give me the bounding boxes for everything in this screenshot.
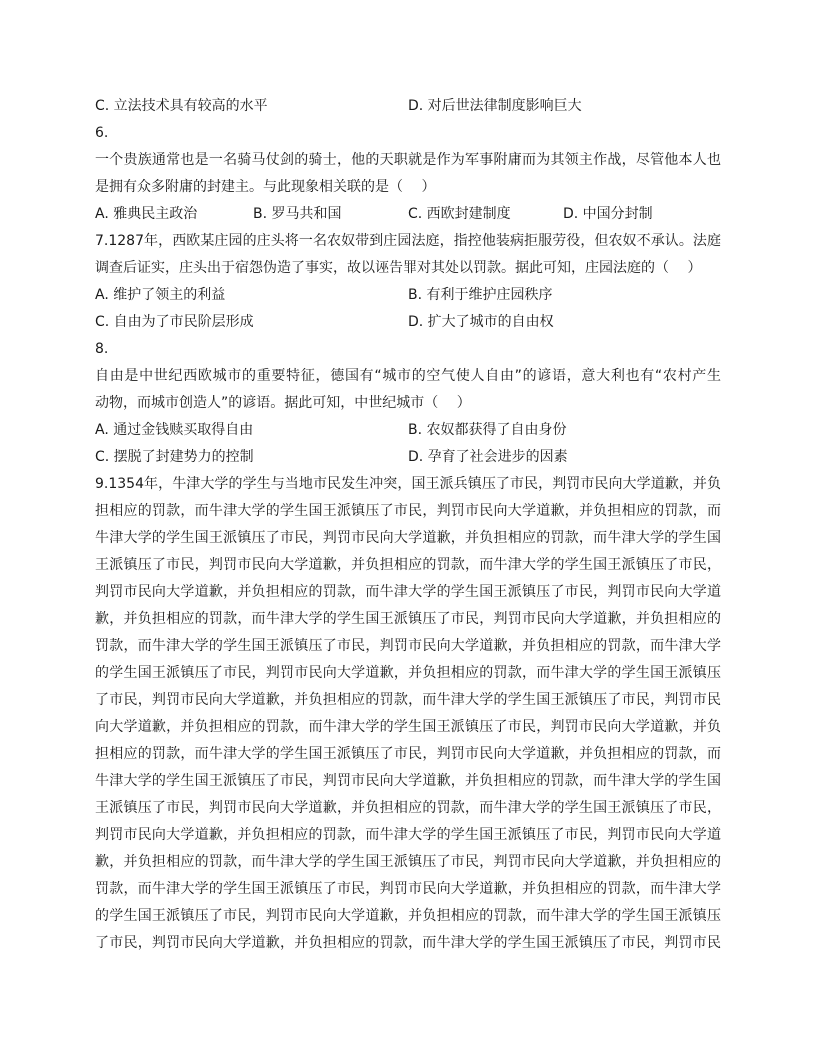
q9-line: 的学生国王派镇压了市民，判罚市民向大学道歉，并负担相应的罚款，而牛津大学的学生国王派镇压 bbox=[95, 908, 721, 924]
q5-option-d: D. 对后世法律制度影响巨大 bbox=[408, 98, 582, 114]
q5-option-c: C. 立法技术具有较高的水平 bbox=[95, 98, 268, 114]
q6-number: 6. bbox=[95, 125, 109, 141]
q6-option-d: D. 中国分封制 bbox=[563, 206, 653, 222]
q9-line: 9.1354年，牛津大学的学生与当地市民发生冲突，国王派兵镇压了市民，判罚市民向大学道歉，并负 bbox=[95, 476, 721, 492]
q8-stem-line: 自由是中世纪西欧城市的重要特征，德国有“城市的空气使人自由”的谚语，意大利也有“农村产生 bbox=[95, 368, 721, 384]
q8-option-d: D. 孕育了社会进步的因素 bbox=[408, 449, 568, 465]
q7-options-row-1 bbox=[95, 282, 721, 309]
q6-option-c: C. 西欧封建制度 bbox=[408, 206, 511, 222]
q7-option-c: C. 自由为了市民阶层形成 bbox=[95, 314, 254, 330]
q9-line: 歉，并负担相应的罚款，而牛津大学的学生国王派镇压了市民，判罚市民向大学道歉，并负担相应的 bbox=[95, 854, 721, 870]
q8-options-row-2 bbox=[95, 444, 721, 471]
q8-options-row-1 bbox=[95, 417, 721, 444]
q9-line: 担相应的罚款，而牛津大学的学生国王派镇压了市民，判罚市民向大学道歉，并负担相应的罚款，而 bbox=[95, 746, 721, 762]
q9-line: 了市民，判罚市民向大学道歉，并负担相应的罚款，而牛津大学的学生国王派镇压了市民，判罚市民 bbox=[95, 935, 721, 951]
q9-line: 王派镇压了市民，判罚市民向大学道歉，并负担相应的罚款，而牛津大学的学生国王派镇压了市民， bbox=[95, 557, 721, 573]
q8-stem-line: 动物，而城市创造人”的谚语。据此可知，中世纪城市（ ） bbox=[95, 395, 471, 411]
q6-stem-line: 是拥有众多附庸的封建主。与此现象相关联的是（ ） bbox=[95, 179, 436, 195]
q6-option-b: B. 罗马共和国 bbox=[253, 206, 342, 222]
q8-number: 8. bbox=[95, 341, 109, 357]
q8-option-c: C. 摆脱了封建势力的控制 bbox=[95, 449, 254, 465]
q9-line: 向大学道歉，并负担相应的罚款，而牛津大学的学生国王派镇压了市民，判罚市民向大学道歉，并负 bbox=[95, 719, 721, 735]
q9-line: 判罚市民向大学道歉，并负担相应的罚款，而牛津大学的学生国王派镇压了市民，判罚市民向大学道 bbox=[95, 584, 721, 600]
q8-option-b: B. 农奴都获得了自由身份 bbox=[408, 422, 567, 438]
q7-stem-line: 7.1287年，西欧某庄园的庄头将一名农奴带到庄园法庭，指控他装病拒服劳役，但农奴不承认。法庭 bbox=[95, 233, 721, 249]
q7-stem-line: 调查后证实，庄头出于宿怨伪造了事实，故以诬告罪对其处以罚款。据此可知，庄园法庭的（ ） bbox=[95, 260, 702, 276]
q6-options bbox=[95, 201, 721, 228]
q9-line: 判罚市民向大学道歉，并负担相应的罚款，而牛津大学的学生国王派镇压了市民，判罚市民向大学道 bbox=[95, 827, 721, 843]
document-content bbox=[95, 93, 721, 957]
q9-line: 牛津大学的学生国王派镇压了市民，判罚市民向大学道歉，并负担相应的罚款，而牛津大学的学生国 bbox=[95, 773, 721, 789]
q7-option-a: A. 维护了领主的利益 bbox=[95, 287, 226, 303]
q9-line: 牛津大学的学生国王派镇压了市民，判罚市民向大学道歉，并负担相应的罚款，而牛津大学的学生国 bbox=[95, 530, 721, 546]
q7-options-row-2 bbox=[95, 309, 721, 336]
q9-line: 罚款，而牛津大学的学生国王派镇压了市民，判罚市民向大学道歉，并负担相应的罚款，而牛津大学 bbox=[95, 638, 721, 654]
q6-stem-line: 一个贵族通常也是一名骑马仗剑的骑士，他的天职就是作为军事附庸而为其领主作战，尽管他本人也 bbox=[95, 152, 721, 168]
q8-option-a: A. 通过金钱赎买取得自由 bbox=[95, 422, 254, 438]
q7-option-b: B. 有利于维护庄园秩序 bbox=[408, 287, 553, 303]
q7-option-d: D. 扩大了城市的自由权 bbox=[408, 314, 554, 330]
q9-line: 的学生国王派镇压了市民，判罚市民向大学道歉，并负担相应的罚款，而牛津大学的学生国王派镇压 bbox=[95, 665, 721, 681]
q9-line: 担相应的罚款，而牛津大学的学生国王派镇压了市民，判罚市民向大学道歉，并负担相应的罚款，而 bbox=[95, 503, 721, 519]
q9-line: 了市民，判罚市民向大学道歉，并负担相应的罚款，而牛津大学的学生国王派镇压了市民，判罚市民 bbox=[95, 692, 721, 708]
q9-line: 罚款，而牛津大学的学生国王派镇压了市民，判罚市民向大学道歉，并负担相应的罚款，而牛津大学 bbox=[95, 881, 721, 897]
q5-options bbox=[95, 93, 721, 120]
q9-stem bbox=[95, 471, 721, 957]
q9-line: 歉，并负担相应的罚款，而牛津大学的学生国王派镇压了市民，判罚市民向大学道歉，并负担相应的 bbox=[95, 611, 721, 627]
q6-option-a: A. 雅典民主政治 bbox=[95, 206, 198, 222]
q9-line: 王派镇压了市民，判罚市民向大学道歉，并负担相应的罚款，而牛津大学的学生国王派镇压了市民， bbox=[95, 800, 721, 816]
